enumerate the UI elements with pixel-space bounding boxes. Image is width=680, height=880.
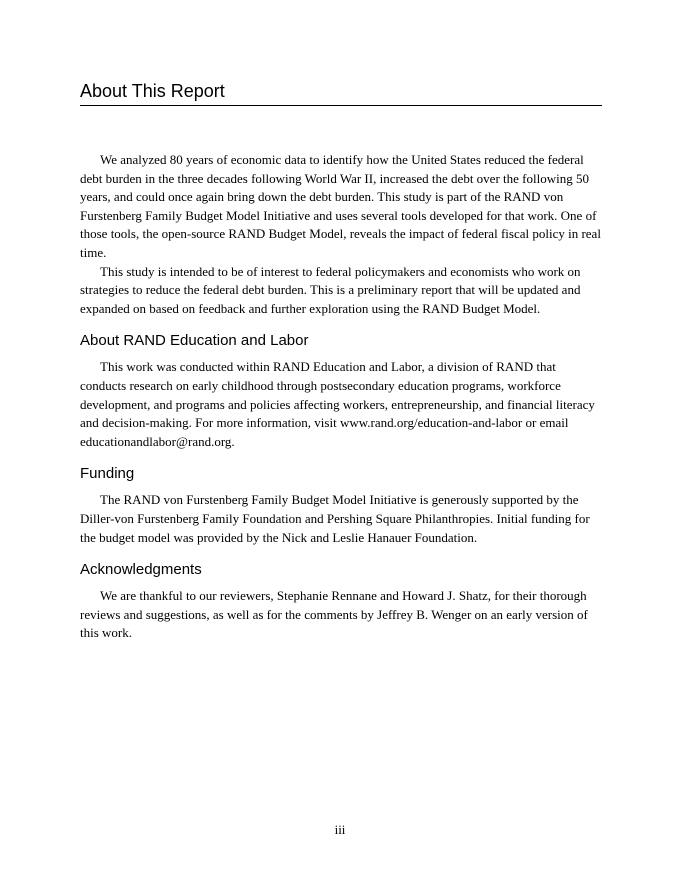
section-funding — [80, 465, 602, 547]
page-number: iii — [334, 822, 346, 837]
section-heading: Funding — [80, 465, 135, 483]
section-acknowledgments — [80, 561, 602, 643]
page-title: About This Report — [80, 80, 602, 106]
intro-section — [80, 151, 602, 318]
section-heading: About RAND Education and Labor — [80, 332, 309, 350]
page-content — [80, 80, 602, 643]
intro-paragraph-2: This study is intended to be of interest to federal policymakers and economists who work on strategies to reduce the federal debt burden. This is a preliminary report that will be updated and expanded on based on feedback and further exploration using the RAND Budget Model. — [80, 263, 581, 316]
intro-paragraph-1: We analyzed 80 years of economic data to identify how the United States reduced the federal debt burden in the three decades following World War II, increased the debt over the following 50 years, and could once again bring down the debt burden. This study is part of the RAND von Furstenberg Family Budget Model Initiative and uses several tools developed for that work. One of those tools, the open-source RAND Budget Model, reveals the impact of federal fiscal policy in real time. — [80, 152, 601, 260]
section-body: The RAND von Furstenberg Family Budget Model Initiative is generously supported by the Diller-von Furstenberg Family Foundation and Pershing Square Philanthropies. Initial funding for the budget model was provided by the Nick and Leslie Hanauer Foundation. — [80, 492, 590, 545]
section-education-labor — [80, 332, 602, 451]
section-body: We are thankful to our reviewers, Stephanie Rennane and Howard J. Shatz, for their thorough reviews and suggestions, as well as for the comments by Jeffrey B. Wenger on an early version of this work. — [80, 588, 588, 641]
section-body: This work was conducted within RAND Education and Labor, a division of RAND that conducts research on early childhood through postsecondary education programs, workforce development, and programs and policies affecting workers, entrepreneurship, and financial literacy and decision-making. For more information, visit www.rand.org/education-and-labor or email educationandlabor@rand.org. — [80, 359, 595, 449]
section-heading: Acknowledgments — [80, 561, 202, 579]
